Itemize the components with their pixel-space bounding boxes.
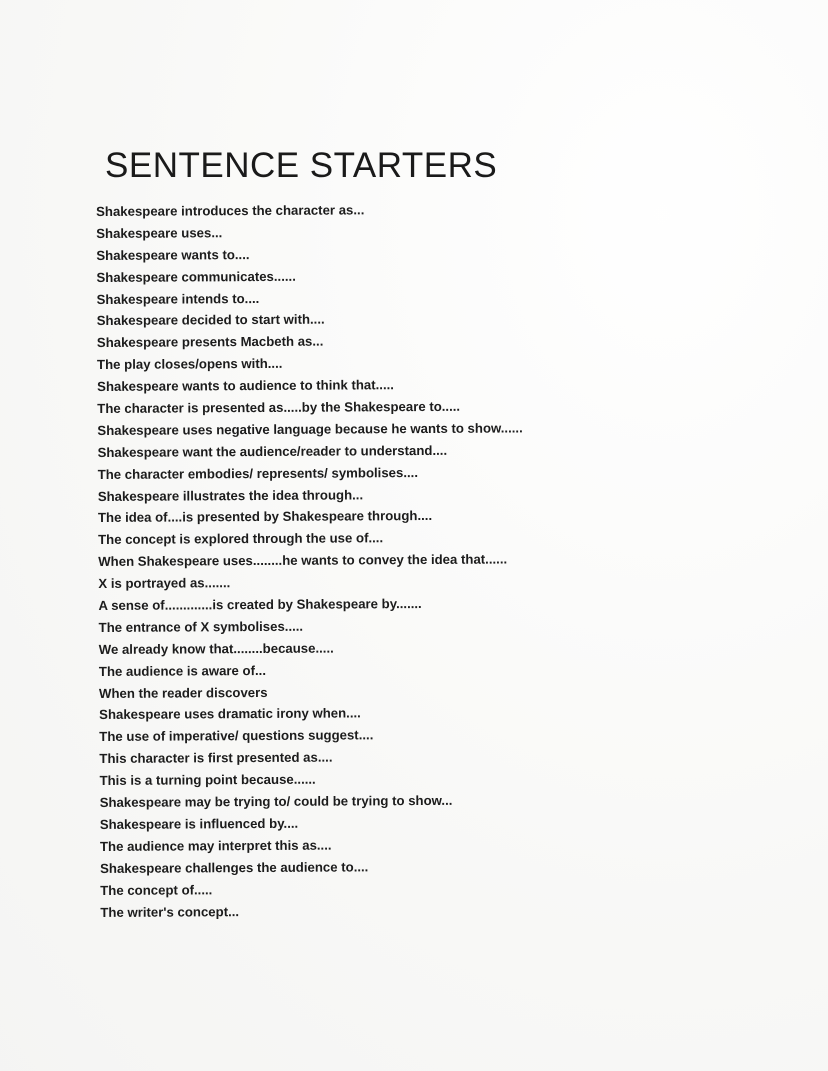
sentence-starter-item: Shakespeare wants to audience to think that.....	[97, 377, 394, 395]
sentence-starter-item: When Shakespeare uses........he wants to convey the idea that......	[98, 551, 508, 570]
sentence-starter-item: The play closes/opens with....	[96, 356, 283, 373]
sentence-starter-item: Shakespeare uses...	[96, 225, 223, 241]
sentence-starter-item: This is a turning point because......	[99, 771, 316, 789]
sentence-starter-item: The audience may interpret this as....	[99, 837, 332, 854]
sentence-starter-item: Shakespeare illustrates the idea through...	[97, 486, 364, 504]
sentence-starter-item: The idea of....is presented by Shakespeare through....	[97, 508, 433, 526]
sentence-starter-item: When the reader discovers	[98, 684, 268, 701]
sentence-starter-item: A sense of.............is created by Shakespeare by.......	[98, 596, 422, 614]
sentence-starter-item: Shakespeare presents Macbeth as...	[96, 333, 324, 351]
sentence-starter-item: The character embodies/ represents/ symbolises....	[97, 464, 419, 482]
sentence-starter-item: The concept is explored through the use of....	[98, 530, 384, 548]
sentence-starter-item: This character is first presented as....	[99, 749, 333, 767]
sentence-starter-item: Shakespeare may be trying to/ could be trying to show...	[99, 792, 453, 811]
sentence-starter-item: The entrance of X symbolises.....	[98, 618, 304, 635]
sentence-starter-item: X is portrayed as.......	[98, 575, 231, 592]
sentence-starter-list	[96, 198, 526, 923]
page-title: SENTENCE STARTERS	[105, 146, 498, 185]
sentence-starter-item: Shakespeare communicates......	[96, 268, 296, 285]
sentence-starter-item: Shakespeare want the audience/reader to understand....	[97, 442, 448, 460]
sentence-starter-item: The use of imperative/ questions suggest....	[99, 727, 374, 745]
sentence-starter-item: Shakespeare uses negative language because he wants to show......	[97, 420, 523, 438]
sentence-starter-item: Shakespeare wants to....	[96, 246, 250, 263]
sentence-starter-item: Shakespeare uses dramatic irony when....	[99, 705, 361, 723]
sentence-starter-item: Shakespeare intends to....	[96, 290, 260, 307]
sentence-starter-item: Shakespeare challenges the audience to....	[100, 859, 369, 876]
sentence-starter-item: Shakespeare is influenced by....	[99, 815, 299, 832]
sentence-starter-item: The audience is aware of...	[98, 662, 267, 679]
sentence-starter-item: The concept of.....	[100, 881, 213, 898]
sentence-starter-item: Shakespeare decided to start with....	[96, 312, 325, 329]
sentence-starter-item: We already know that........because.....	[98, 640, 334, 657]
sentence-starter-item: Shakespeare introduces the character as...	[96, 202, 365, 219]
sentence-starter-item: The writer's concept...	[100, 903, 240, 920]
sentence-starter-item: The character is presented as.....by the Shakespeare to.....	[97, 398, 461, 417]
